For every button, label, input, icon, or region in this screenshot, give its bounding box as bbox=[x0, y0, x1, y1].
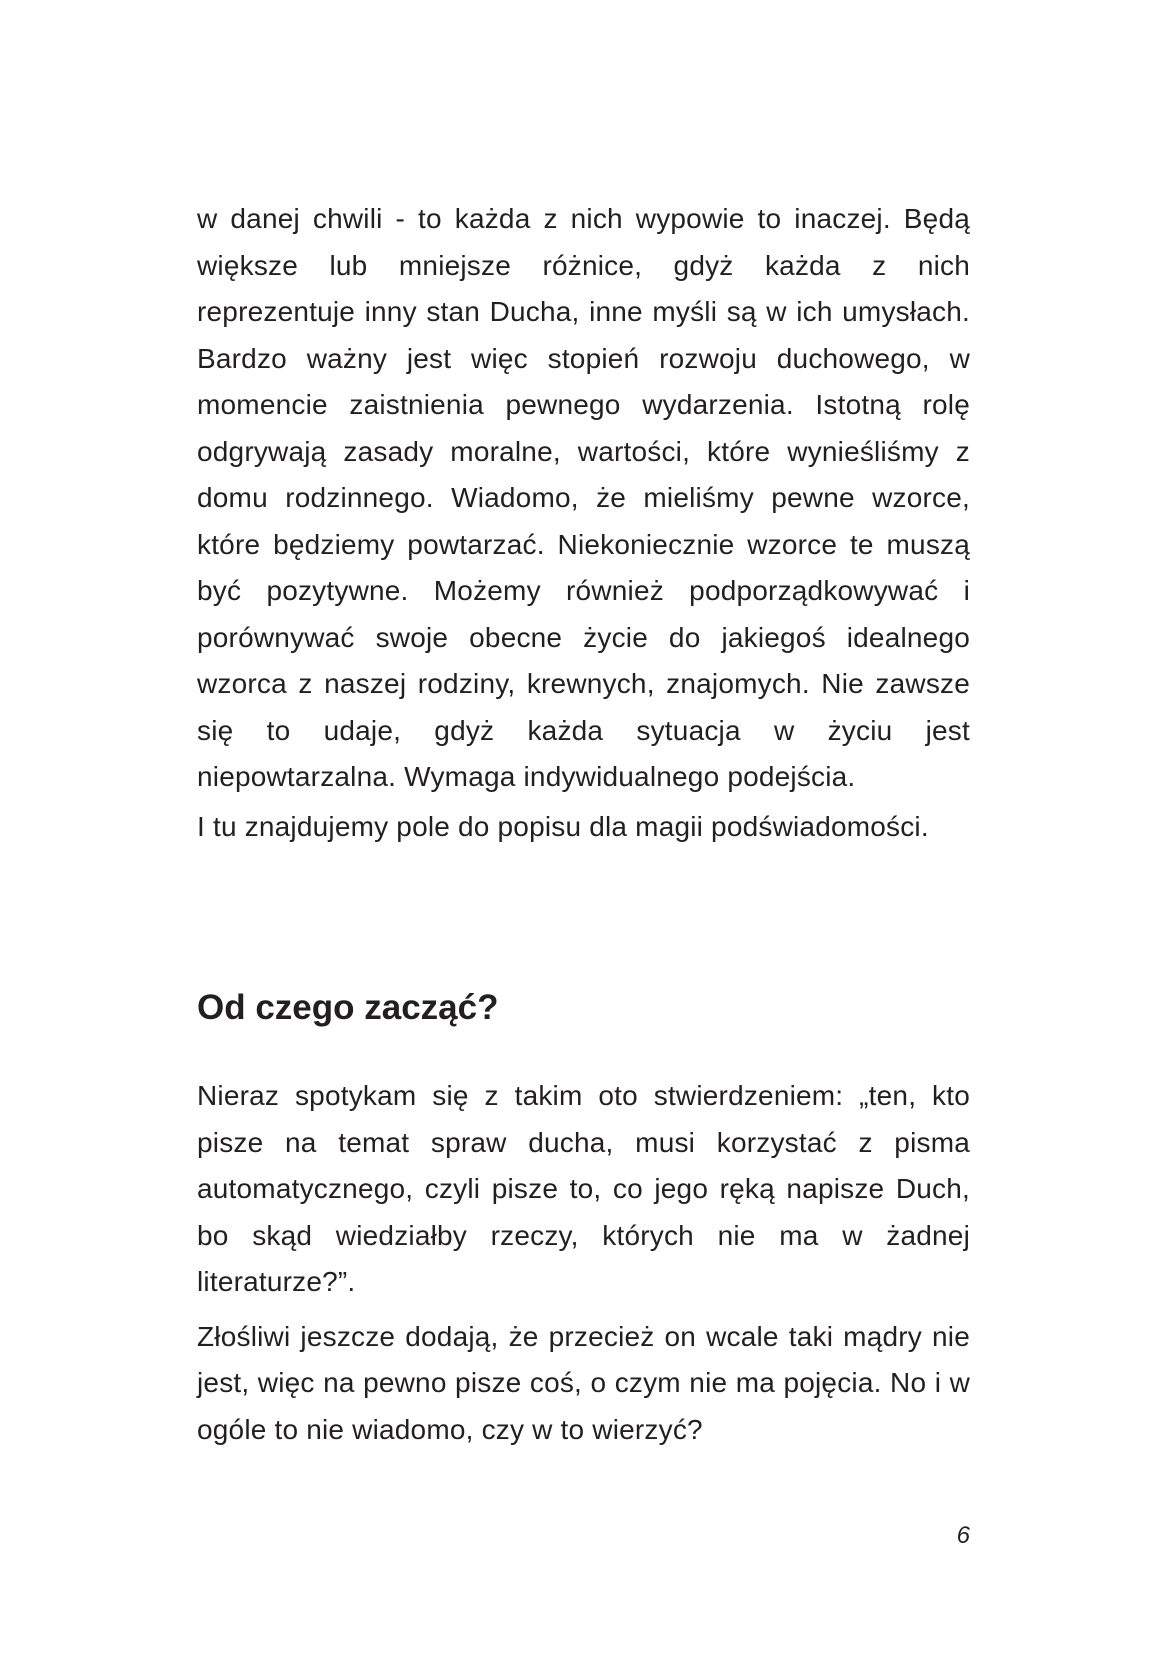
paragraph: Nieraz spotykam się z takim oto stwierdzeniem: „ten, kto pisze na temat spraw ducha, musi korzystać z pisma automatycznego, czyli pisze to, co jego ręką napisze Duch, bo skąd wiedziałby rzeczy, których nie ma w żadnej literaturze?”. bbox=[197, 1080, 970, 1297]
paragraph: Złośliwi jeszcze dodają, że przecież on wcale taki mądry nie jest, więc na pewno pisze coś, o czym nie ma pojęcia. No i w ogóle to nie wiadomo, czy w to wierzyć? bbox=[197, 1320, 970, 1445]
paragraph: I tu znajdujemy pole do popisu dla magii podświadomości. bbox=[197, 810, 929, 842]
body-text-top bbox=[197, 196, 970, 850]
section-heading: Od czego zacząć? bbox=[197, 988, 499, 1027]
page-number: 6 bbox=[956, 1522, 970, 1549]
body-text-bottom bbox=[197, 1073, 970, 1453]
paragraph: w danej chwili - to każda z nich wypowie to inaczej. Będą większe lub mniejsze różnice, gdyż każda z nich reprezentuje inny stan Ducha, inne myśli są w ich umysłach. Bardzo ważny jest więc stopień rozwoju duchowego, w momencie zaistnienia pewnego wydarzenia. Istotną rolę odgrywają zasady moralne, wartości, które wynieśliśmy z domu rodzinnego. Wiadomo, że mieliśmy pewne wzorce, które będziemy powtarzać. Niekoniecznie wzorce te muszą być pozytywne. Możemy również podporządkowywać i porównywać swoje obecne życie do jakiegoś idealnego wzorca z naszej rodziny, krewnych, znajomych. Nie zawsze się to udaje, gdyż każda sytuacja w życiu jest niepowtarzalna. Wymaga indywidualnego podejścia. bbox=[197, 203, 970, 792]
